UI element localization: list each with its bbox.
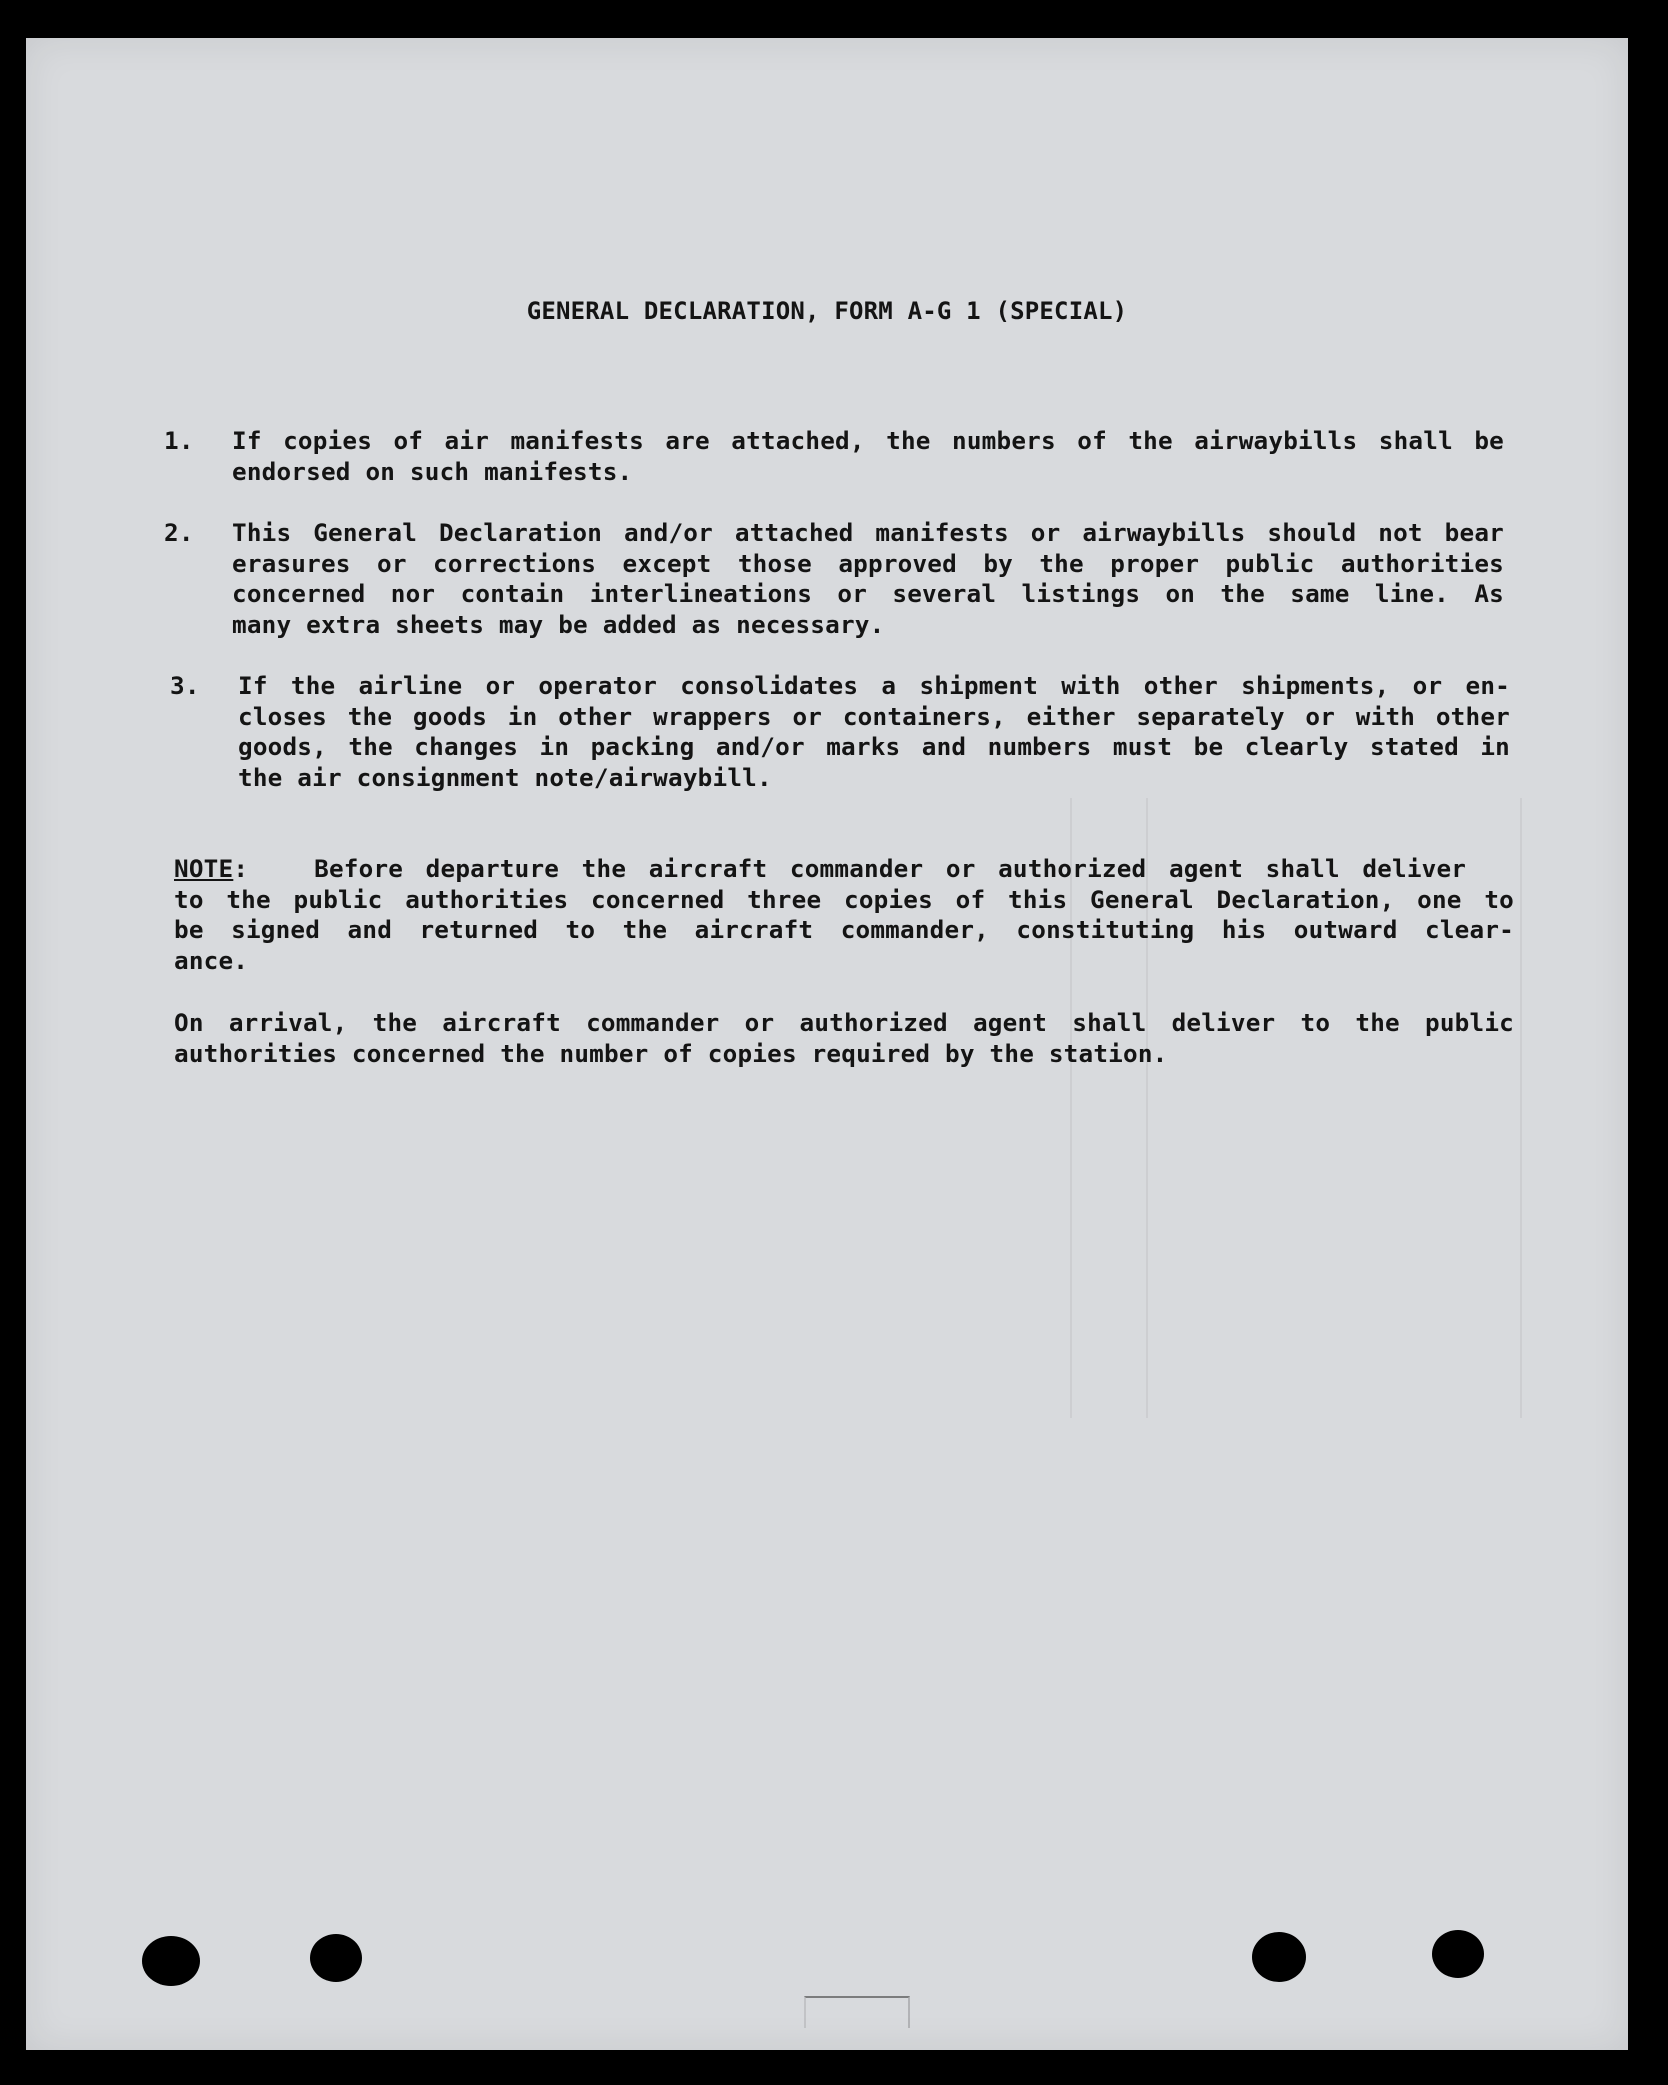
list-item-body [232, 518, 1504, 640]
text-line: be signed and returned to the aircraft commander, constituting his outward clear- [174, 915, 1514, 944]
punch-hole [310, 1934, 362, 1982]
bleed-through-line [1520, 798, 1522, 1418]
text-line: If copies of air manifests are attached, the numbers of the airwaybills shall be [232, 426, 1504, 455]
document-page [26, 38, 1628, 2050]
text-line: On arrival, the aircraft commander or authorized agent shall deliver to the public [174, 1008, 1514, 1037]
text-line: authorities concerned the number of copies required by the station. [174, 1038, 1168, 1068]
text-line: to the public authorities concerned three copies of this General Declaration, one to [174, 884, 1514, 914]
list-item-body [232, 426, 1504, 487]
note-label-suffix: : [233, 854, 249, 883]
list-item-number: 1. [164, 426, 194, 455]
note-first-line [174, 854, 1514, 885]
punch-hole [142, 1936, 200, 1986]
text-line: Before departure the aircraft commander or authorized agent shall deliver [314, 854, 1467, 883]
list-item-body [238, 671, 1510, 793]
page-title: GENERAL DECLARATION, FORM A-G 1 (SPECIAL) [526, 297, 1128, 325]
arrival-paragraph [174, 1008, 1514, 1069]
text-line: closes the goods in other wrappers or containers, either separately or with other [238, 701, 1510, 731]
text-line: the air consignment note/airwaybill. [238, 762, 772, 792]
punch-hole [1432, 1930, 1484, 1978]
note-label: NOTE [174, 854, 234, 883]
text-line: many extra sheets may be added as necessary. [232, 609, 885, 639]
text-line: ance. [174, 945, 249, 975]
list-item-number: 2. [164, 518, 194, 547]
bottom-edge-mark [804, 1996, 910, 2028]
list-item-2 [164, 518, 1504, 640]
text-line: concerned nor contain interlineations or several listings on the same line. As [232, 579, 1504, 608]
text-line: If the airline or operator consolidates a shipment with other shipments, or en- [238, 671, 1510, 700]
text-line: endorsed on such manifests. [232, 456, 633, 486]
punch-hole [1252, 1932, 1306, 1982]
note-paragraph [174, 854, 1514, 976]
list-item-number: 3. [170, 671, 200, 700]
list-item-3 [170, 671, 1510, 793]
text-line: goods, the changes in packing and/or marks and numbers must be clearly stated in [238, 732, 1510, 761]
list-item-1 [164, 426, 1504, 487]
text-line: This General Declaration and/or attached manifests or airwaybills should not bear [232, 518, 1504, 547]
text-line: erasures or corrections except those approved by the proper public authorities [232, 548, 1504, 578]
